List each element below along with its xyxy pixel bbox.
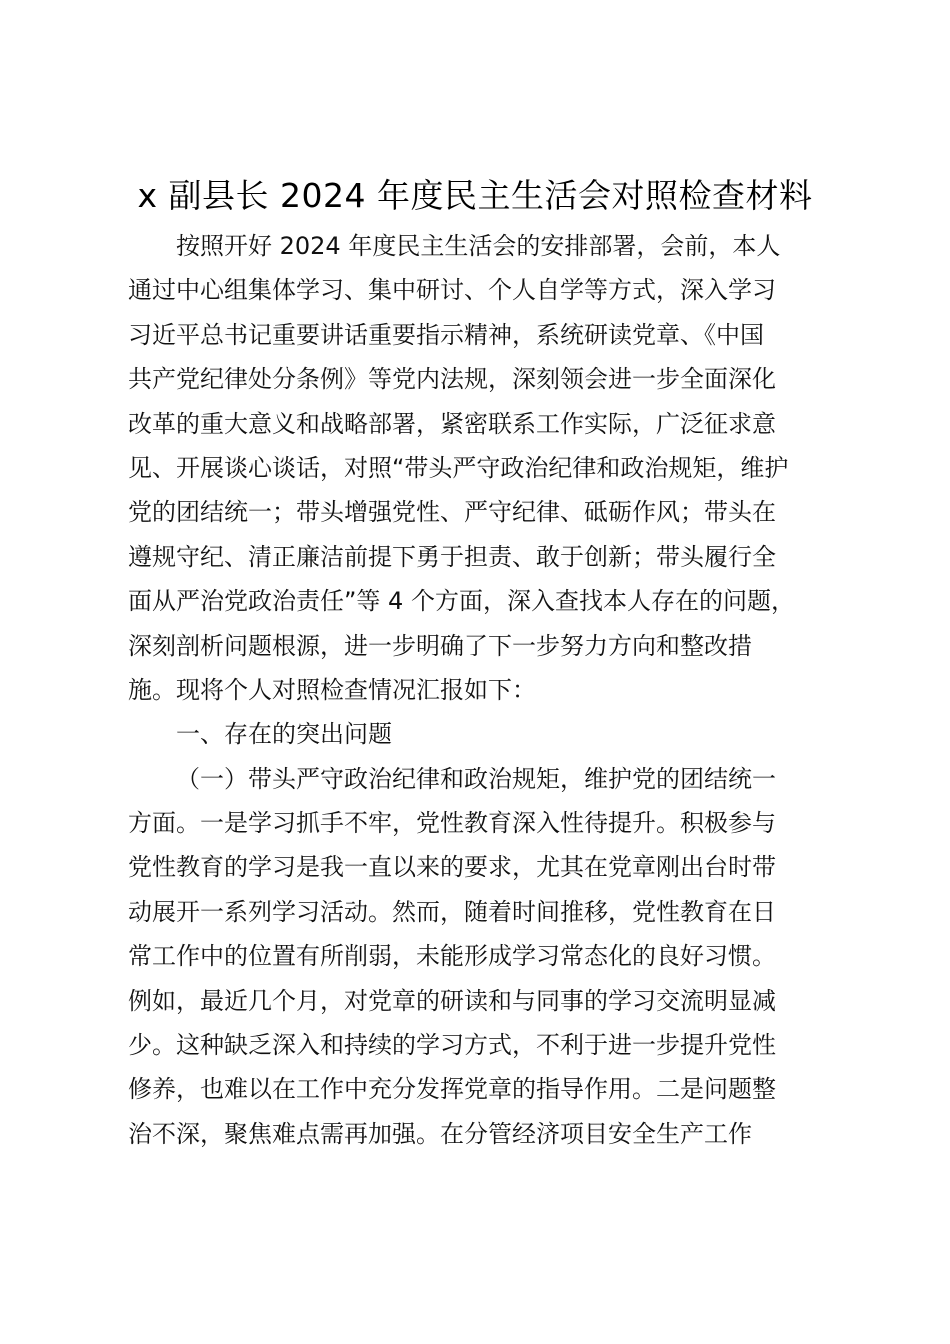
paragraph-line: 习近平总书记重要讲话重要指示精神，系统研读党章、《中国 [128,320,764,349]
paragraph-line: 改革的重大意义和战略部署，紧密联系工作实际，广泛征求意 [128,409,776,438]
paragraph-line: 方面。一是学习抓手不牢，党性教育深入性待提升。积极参与 [128,809,776,838]
paragraph-line: 按照开好 2024 年度民主生活会的安排部署，会前，本人 [176,232,781,260]
paragraph-line: 共产党纪律处分条例》等党内法规，深刻领会进一步全面深化 [128,365,776,394]
paragraph-line: 少。这种缺乏深入和持续的学习方式，不利于进一步提升党性 [128,1031,776,1060]
document-title: x 副县长 2024 年度民主生活会对照检查材料 [137,176,813,215]
section-heading: 一、存在的突出问题 [176,720,392,749]
paragraph-line: 治不深，聚焦难点需再加强。在分管经济项目安全生产工作 [128,1119,752,1148]
paragraph-line: 施。现将个人对照检查情况汇报如下： [128,675,536,704]
paragraph-line: 修养，也难以在工作中充分发挥党章的指导作用。二是问题整 [128,1075,776,1104]
paragraph-line: 面从严治党政治责任”等 4 个方面，深入查找本人存在的问题， [128,587,795,616]
paragraph-line: 深刻剖析问题根源，进一步明确了下一步努力方向和整改措 [128,631,752,660]
paragraph-line: 例如，最近几个月，对党章的研读和与同事的学习交流明显减 [128,986,776,1015]
paragraph-line: 见、开展谈心谈话，对照“带头严守政治纪律和政治规矩，维护 [128,453,789,482]
paragraph-line: 常工作中的位置有所削弱，未能形成学习常态化的良好习惯。 [128,942,776,971]
document-body [128,224,828,1156]
paragraph-line: 遵规守纪、清正廉洁前提下勇于担责、敢于创新；带头履行全 [128,542,776,571]
paragraph-line: 党的团结统一；带头增强党性、严守纪律、砥砺作风；带头在 [128,498,776,527]
paragraph-line: 党性教育的学习是我一直以来的要求，尤其在党章刚出台时带 [128,853,776,882]
subsection-line: （一）带头严守政治纪律和政治规矩，维护党的团结统一 [176,764,776,793]
paragraph-line: 动展开一系列学习活动。然而，随着时间推移，党性教育在日 [128,897,776,926]
paragraph-line: 通过中心组集体学习、集中研讨、个人自学等方式，深入学习 [128,276,776,305]
